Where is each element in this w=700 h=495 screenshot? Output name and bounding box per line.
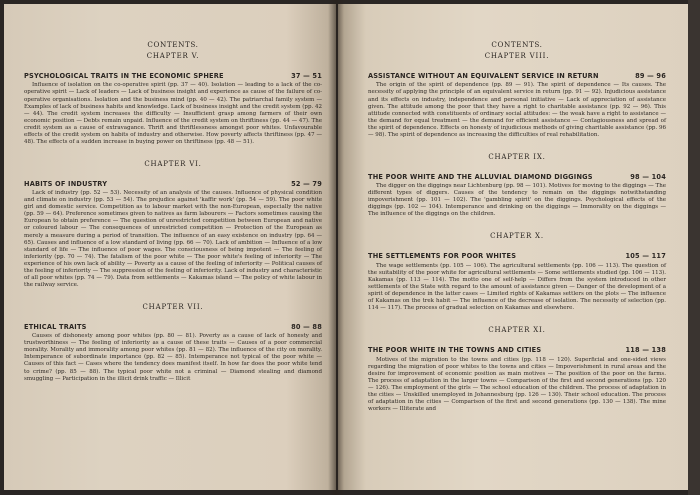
section-title [24, 323, 322, 331]
section-title-text: ETHICAL TRAITS [24, 322, 87, 331]
running-head-right: CONTENTS. [491, 40, 543, 49]
chapter-heading: CHAPTER VIII. [484, 52, 550, 60]
chapter-heading: CHAPTER V. [146, 52, 200, 60]
chapter-heading: CHAPTER VI. [144, 159, 202, 168]
section-page-range: 37 — 51 [291, 72, 322, 80]
section-page-range: 105 — 117 [625, 252, 666, 261]
section-title-text: THE POOR WHITE IN THE TOWNS AND CITIES [368, 346, 542, 355]
section-title [368, 173, 666, 181]
chapter-heading: CHAPTER XI. [488, 326, 546, 335]
section-title [24, 72, 322, 80]
section-summary: Causes of dishonesty among poor whites (pp. 80 — 81). Poverty as a cause of lack of honesty and trustworthiness — The feeling of inferiority as a cause of these traits — Causes of a poor commercial morality. Morality and immorality among poor whites (pp. 81 — 82). The influence of the city on morality. Intemperance of subordinate importance (pp. 82 — 85). Intemperance not typical of the poor white — Causes of this fact — Cases where the tendency does manifest itself. In how far does the poor white tend to crime? (pp. 85 — 88). The typical poor white not a criminal — Diamond stealing and diamond smuggling — Participation in the illicit drink traffic — Illicit [24, 333, 322, 382]
section-title [368, 252, 666, 260]
left-page-content [24, 4, 322, 490]
section-title-text: ASSISTANCE WITHOUT AN EQUIVALENT SERVICE IN RETURN [368, 72, 599, 80]
section-title-text: PSYCHOLOGICAL TRAITS IN THE ECONOMIC SPHERE [24, 72, 224, 80]
left-page [4, 4, 336, 490]
chapter-heading: CHAPTER IX. [488, 152, 546, 161]
section-page-range: 118 — 138 [625, 346, 666, 355]
right-page-content [368, 4, 666, 490]
section-title-text: THE POOR WHITE AND THE ALLUVIAL DIAMOND DIGGINGS [368, 172, 593, 181]
section-title-text: HABITS OF INDUSTRY [24, 179, 108, 188]
section-summary: Motives of the migration to the towns and cities (pp. 118 — 120). Superficial and one-sided views regarding the migration of poor whites to the towns and cities — Impoverishment in rural areas and the desire for improvement of economic position as main motives — The position of the poor on the farms. The process of adaptation in the larger towns — Comparison of the first and second generations (pp. 120 — 126). The employment of the girls — The school education of the children. The process of adaptation in the cities — Unskilled unemployed in Johannesburg (pp. 126 — 130). Their school education. The process of adaptation in the cities — Comparison of the first and second generations (pp. 130 — 138). The mine workers — Illiterate and [368, 356, 666, 412]
section-page-range: 52 — 79 [291, 179, 322, 188]
chapter-heading: CHAPTER X. [490, 232, 544, 241]
section-title [368, 72, 666, 80]
section-title [368, 346, 666, 354]
section-summary: The wage settlements (pp. 105 — 106). The agricultural settlements (pp. 106 — 113). The question of the suitability of the poor white for agricultural settlements — Some settlements studied (pp. 106 — 113). Kakamas (pp. 113 — 114). The motto one of self-help — Differs from the system introduced in other settlements of the State with regard to the amount of assistance given — Danger of the development of a spirit of dependence in the latter cases — Limited rights of Kakamas settlers on the plots — The influence of Kakamas on the trek habit — The influence of the decrease of isolation. The necessity of selection (pp. 114 — 117). The process of gradual selection on Kakamas and elsewhere. [368, 262, 666, 312]
section-summary: The digger on the diggings near Lichtenburg (pp. 98 — 101). Motives for moving to the diggings — The different types of diggers. Causes of the tendency to remain on the diggings notwithstanding impoverishment (pp. 101 — 102). The 'gambling spirit' on the diggings. Psychological effects of the diggings (pp. 102 — 104). Intemperance and drinking on the diggings — Immorality on the diggings — The influence of the diggings on the children. [368, 183, 666, 218]
section-summary: Lack of industry (pp. 52 — 53). Necessity of an analysis of the causes. Influence of physical condition and climate on industry (pp. 53 — 54). The prejudice against 'kaffir work' (pp. 54 — 59). The poor white girl and domestic service. Competition as to labour market with the non-European, especially the native (pp. 59 — 64). Preference sometimes given to natives as farm labourers — Factors sometimes causing the European to obtain preference — The question of unrestricted competition between European and native or coloured labour — The consequences of unrestricted competition — Protection of the European as merely a measure during a period of transition. The influence of an easy existence on industry (pp. 64 — 65). Causes and influence of a low standard of living (pp. 66 — 70). Lack of ambition — Influence of a low standard of life — The influence of poor wages. The consciousness of being impotent — The feeling of inferiority (pp. 70 — 74). The fatalism of the poor white — The poor white's feeling of inferiority — The experience of his own lack of ability — Poverty as a cause of the feeling of inferiority — Political causes of the feeling of inferiority — The suppression of the feeling of inferiority. Lack of industry and characteristic of all poor whites (pp. 74 — 79). Data from settlements — Kakamas island — The policy of white labour in the railway service. [24, 190, 322, 288]
section-page-range: 98 — 104 [630, 172, 666, 181]
section-title [24, 180, 322, 188]
book-gutter-shadow [328, 0, 344, 495]
section-summary: Influence of isolation on the co-operative spirit (pp. 37 — 40). Isolation — leading to a lack of the co-operative spirit — Lack of leaders — Lack of business insight and experience as cause of the failure of co-operative organisations. Isolation and the business mind (pp. 40 — 42). The patriarchal family system — Examples of lack of business habits and knowledge. Lack of business insight and the credit system (pp. 42 — 44). The credit system increases the difficulty — Insufficient grasp among farmers of their own economic position — Debts remain unpaid. Influence of the credit system on thriftiness (pp. 44 — 47). The credit system as a cause of extravagance. Thrift and thriftlessness amongst poor whites. Unfavourable effects of the credit system on habits of industry and otherwise. How poverty affects thriftiness (pp. 47 — 48). The effects of a sudden increase in buying power on thriftiness (pp. 48 — 51). [24, 82, 322, 145]
chapter-heading: CHAPTER VII. [142, 302, 204, 311]
section-summary: The origin of the spirit of dependence (pp. 89 — 91). The spirit of dependence — Its causes. The necessity of applying the principle of an equivalent service in return (pp. 91 — 92). Injudicious assistance and its effects on industry, independence and personal initiative — Lack of appreciation of assistance given. The attitude among the poor that they have a right to charitable assistance (pp. 92 — 96). This attitude connected with constituents of ordinary social attitudes: — the weak have a right to assistance — the demand for equal treatment — the demand for efficient assistance — Contagiousness and spread of the spirit of dependence. Effects on honesty of injudicious methods of giving charitable assistance (pp. 96 — 98). The spirit of dependence as increasing the difficulties of real rehabilitation. [368, 82, 666, 138]
right-page [338, 4, 688, 490]
section-title-text: THE SETTLEMENTS FOR POOR WHITES [368, 252, 517, 261]
section-page-range: 89 — 96 [635, 72, 666, 80]
running-head-left: CONTENTS. [147, 40, 199, 49]
page-edge-shadow [688, 0, 700, 495]
section-page-range: 80 — 88 [291, 322, 322, 331]
